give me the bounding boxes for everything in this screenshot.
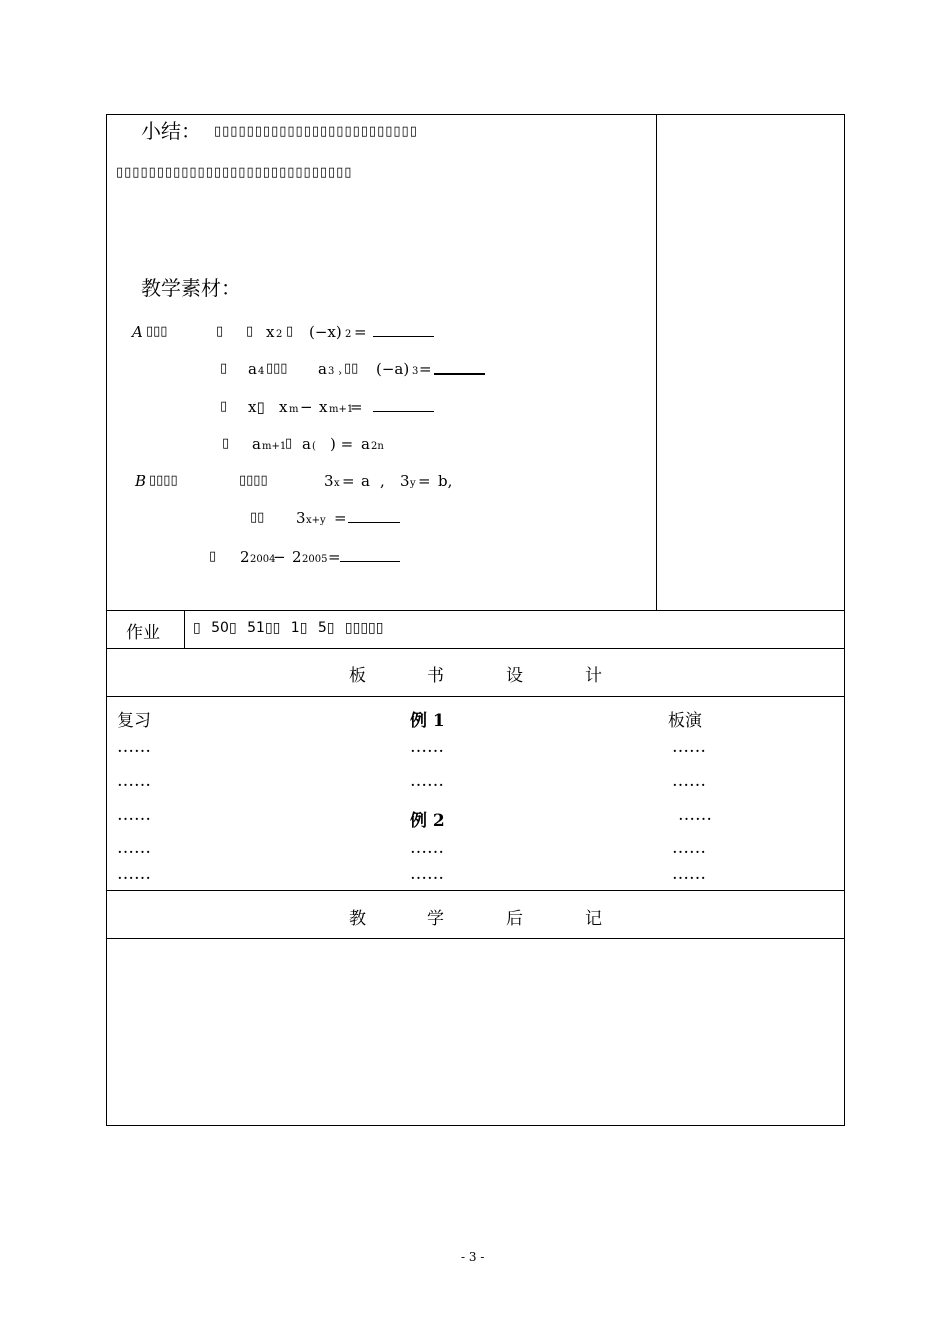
r3-exp-m: m — [289, 404, 299, 415]
r3-xm1: x — [319, 398, 328, 416]
r2-neg-a: (−a) — [376, 360, 410, 378]
r5-exp-y: y — [410, 478, 416, 489]
r4-a: a — [252, 435, 261, 453]
r3-x: x▯ — [248, 398, 265, 416]
summary-line-2: ▯▯▯▯▯▯▯▯▯▯▯▯▯▯▯▯▯▯▯▯▯▯▯▯▯▯▯▯▯ — [116, 165, 353, 180]
r5-boxes: ▯▯▯▯ — [239, 473, 268, 488]
r1-exp-2b: 2 — [345, 329, 352, 340]
r7-answer-blank[interactable] — [340, 561, 400, 562]
row-divider-board-body-top — [106, 696, 845, 697]
r5-three-1: 3 — [324, 472, 334, 490]
board-col1-item-4: …… — [117, 838, 151, 858]
r6-three: 3 — [296, 509, 306, 527]
board-col3-item-3: …… — [678, 805, 712, 825]
r2-a-2: a — [318, 360, 327, 378]
afterword-title-char-2: 学 — [427, 909, 444, 929]
summary-label: 小结： — [141, 119, 201, 143]
board-col3-item-1: …… — [672, 737, 706, 757]
r7-box: ▯ — [209, 549, 217, 564]
page-number: - 3 - — [461, 1250, 485, 1264]
r2-paren-mark: › — [338, 368, 342, 379]
board-col3-item-5: …… — [672, 864, 706, 884]
afterword-title-char-3: 后 — [506, 909, 523, 929]
r5-three-2: 3 — [400, 472, 410, 490]
r5-a: a — [361, 472, 370, 490]
r4-open-paren: ( — [312, 441, 316, 452]
r3-exp-m1: m+1 — [329, 404, 354, 415]
board-col2-item-2: …… — [410, 771, 444, 791]
r1-equals: = — [354, 323, 367, 341]
r4-a-2: a — [302, 435, 311, 453]
r1-exp-2: 2 — [276, 329, 283, 340]
r1-box-1: ▯ — [216, 324, 224, 339]
materials-heading: 教学素材： — [141, 276, 241, 300]
r4-exp-m1: m+1 — [262, 441, 287, 452]
r2-box-1: ▯ — [220, 361, 228, 376]
r5-equals-1: = — [342, 472, 355, 490]
board-col3-item-0: 板演 — [668, 711, 702, 731]
r1-answer-blank[interactable] — [373, 336, 434, 337]
r3-xm: x — [279, 398, 288, 416]
table-border-left — [106, 114, 107, 1126]
board-title-char-2: 书 — [427, 666, 444, 686]
homework-content: ▯ 50▯ 51▯▯ 1▯ 5▯ ▯▯▯▯▯ — [193, 620, 384, 636]
r7-exp-2004: 2004 — [250, 554, 276, 565]
table-border-bottom — [106, 1125, 845, 1126]
r6-exp-xy: x+y — [306, 515, 326, 526]
r2-boxes-mid: ▯▯▯ — [266, 361, 288, 376]
board-col1-item-0: 复习 — [117, 711, 151, 731]
r3-answer-blank[interactable] — [373, 411, 434, 412]
row-divider-afterword-body-top — [106, 938, 845, 939]
summary-line-1: ▯▯▯▯▯▯▯▯▯▯▯▯▯▯▯▯▯▯▯▯▯▯▯▯▯ — [214, 124, 418, 139]
r4-close-equals: ) = — [330, 435, 354, 453]
board-col2-item-1: …… — [410, 737, 444, 757]
r3-box-1: ▯ — [220, 399, 228, 414]
r7-two-1: 2 — [240, 548, 250, 566]
board-col3-item-4: …… — [672, 838, 706, 858]
r1-x: x — [266, 323, 275, 341]
homework-label: 作业 — [126, 623, 160, 643]
table-border-top — [106, 114, 845, 115]
r5-equals-2: = — [418, 472, 431, 490]
homework-label-divider — [184, 610, 185, 648]
board-col1-item-5: …… — [117, 864, 151, 884]
r4-box-1: ▯ — [222, 436, 230, 451]
r2-exp-4: 4 — [258, 366, 265, 377]
r4-box-2: ▯ — [285, 436, 293, 451]
board-col2-item-4: …… — [410, 838, 444, 858]
r7-dash: − — [273, 548, 286, 566]
r1-neg-x: (−x) — [309, 323, 342, 341]
r5-exp-x: x — [334, 478, 340, 489]
board-col1-item-2: …… — [117, 771, 151, 791]
board-col1-item-1: …… — [117, 737, 151, 757]
board-col3-item-2: …… — [672, 771, 706, 791]
r1-box-3: ▯ — [286, 324, 294, 339]
r7-equals: = — [328, 548, 341, 566]
r6-equals: = — [334, 509, 347, 527]
r6-answer-blank[interactable] — [348, 522, 400, 523]
column-divider — [656, 114, 657, 610]
table-border-right — [844, 114, 845, 1126]
board-col2-item-3: 例 2 — [410, 811, 445, 831]
afterword-title-char-4: 记 — [585, 909, 602, 929]
row-divider-board-title-top — [106, 648, 845, 649]
afterword-title-char-1: 教 — [349, 909, 366, 929]
r2-exp-3: 3 — [328, 366, 335, 377]
r1-box-2: ▯ — [246, 324, 254, 339]
section-a-suffix: ▯▯▯ — [146, 324, 168, 339]
r4-a-3: a — [361, 435, 370, 453]
r5-comma: , — [380, 472, 385, 490]
r3-dash: − — [300, 398, 313, 416]
section-b-label: B — [135, 472, 147, 490]
section-a-label: A — [132, 323, 143, 341]
board-col2-item-0: 例 1 — [410, 711, 445, 731]
board-title-char-1: 板 — [349, 666, 366, 686]
section-b-suffix: ▯▯▯▯ — [149, 473, 178, 488]
r3-equals: = — [350, 398, 363, 416]
r6-boxes: ▯▯ — [250, 510, 265, 525]
board-col1-item-3: …… — [117, 805, 151, 825]
row-divider-homework-top — [106, 610, 845, 611]
board-title-char-4: 计 — [585, 666, 602, 686]
board-col2-item-5: …… — [410, 864, 444, 884]
r7-two-2: 2 — [292, 548, 302, 566]
r2-boxes-2: ▯▯ — [344, 361, 359, 376]
r2-equals: = — [419, 360, 432, 378]
r2-exp-3b: 3 — [412, 366, 419, 377]
r2-answer-blank[interactable] — [434, 373, 485, 375]
row-divider-afterword-title-top — [106, 890, 845, 891]
r5-b: b, — [438, 472, 453, 490]
board-title-char-3: 设 — [506, 666, 523, 686]
r2-a: a — [248, 360, 257, 378]
r7-exp-2005: 2005 — [302, 554, 328, 565]
r4-exp-2n: 2n — [371, 441, 384, 452]
